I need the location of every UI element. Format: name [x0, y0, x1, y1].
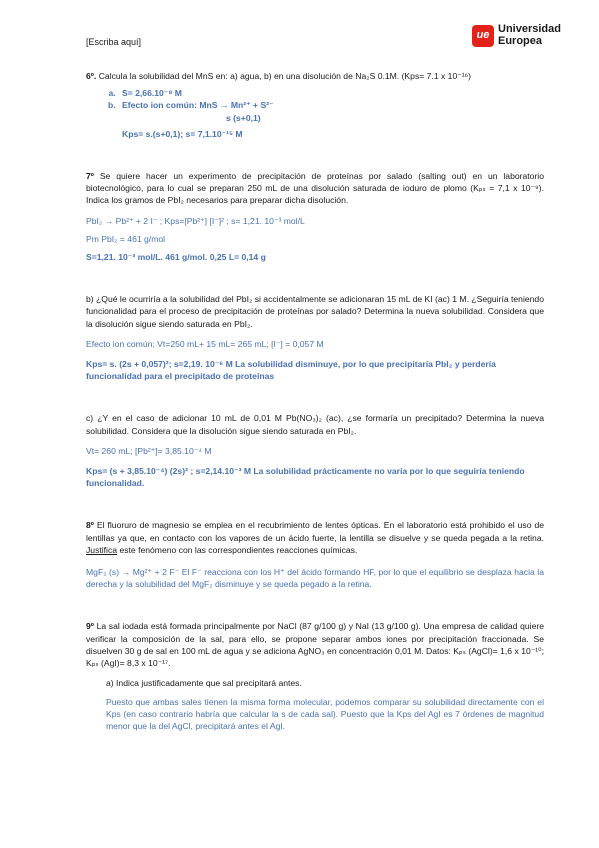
answer-9a: Puesto que ambas sales tienen la misma forma molecular, podemos comparar su solubilidad directamente con el Kps (en caso contrario habría que calcular la s de cada sal). Puesto que la Kps del AgI es 7 órdenes de magnitud menor que la del AgCl, precipitará antes el AgI. [106, 696, 544, 731]
answer-7b-common-ion: Efecto ion común; Vt=250 mL+ 15 mL= 265 mL; [I⁻] = 0,057 M [86, 338, 324, 349]
answer-6b: b. Efecto ion común: MnS → Mn²⁺ + S²⁻ [118, 99, 544, 111]
answer-6a: a. S= 2,66.10⁻⁸ M [118, 87, 544, 99]
question-6-text: Calcula la solubilidad del MnS en: a) agua, b) en una disolución de Na₂S 0.1M. (Kps= 7.1 x 10⁻¹⁶) [98, 71, 472, 81]
question-8-number: 8º [86, 520, 94, 531]
logo-text [498, 24, 561, 47]
logo-line1: Universidad [498, 23, 561, 35]
header-placeholder: [Escriba aquí] [86, 37, 142, 47]
question-9 [86, 620, 544, 669]
answer-8: MgF₂ (s) → Mg²⁺ + 2 F⁻ El F⁻ reacciona con los H⁺ del ácido formando HF, por lo que el equilibrio se desplaza hacia la derecha y la solubilidad del MgF₂ disminuye y se queda pegado a la retina. [86, 567, 544, 590]
question-6 [86, 70, 544, 82]
answer-6-kps: Kps= s.(s+0,1); s= 7,1.10⁻¹⁵ M [122, 128, 243, 139]
question-7-text: Se quiere hacer un experimento de precipitación de proteínas por salado (salting out) en un laboratorio biotecnológico, para lo cual se preparan 250 mL de una disolución saturada de ioduro de plomo (Kₚₛ = 7,1 x 10⁻⁹). Indica los gramos de PbI₂ necesarios para preparar dicha disolución. [86, 171, 544, 206]
question-7c: c) ¿Y en el caso de adicionar 10 mL de 0,01 M Pb(NO₃)₂ (ac), ¿se formaría un precipitado? Determina la nueva solubilidad. Considera que la disolución sigue siendo saturada en PbI₂. [86, 413, 544, 436]
answer-7-solubility: S=1,21. 10⁻³ mol/L. 461 g/mol. 0,25 L= 0,14 g [86, 252, 266, 263]
question-7 [86, 170, 544, 207]
question-8-text-end: este fenómeno con las correspondientes reacciones químicas. [119, 544, 358, 555]
document-body [86, 70, 544, 732]
answer-7b-kps: Kps= s. (2s + 0,057)²; s=2,19. 10⁻⁶ M La solubilidad disminuye, por lo que precipitaría PbI₂ y perdería funcionalidad para el precipitado de proteínas [86, 359, 496, 382]
question-7b: b) ¿Qué le ocurriría a la solubilidad del PbI₂ si accidentalmente se adicionaran 15 mL de KI (ac) 1 M. ¿Seguiría teniendo funcionalidad para el proceso de precipitación de proteínas por salado? Determina la nueva solubilidad. Considera que la disolución sigue siendo saturada en PbI₂. [86, 294, 544, 329]
question-6-number: 6º. [86, 71, 97, 81]
question-8 [86, 519, 544, 556]
question-6-answers [86, 87, 544, 111]
answer-7c-volume: Vt= 260 mL; [Pb²⁺]= 3,85.10⁻⁴ M [86, 445, 212, 456]
question-9-number: 9º [86, 621, 94, 632]
logo-line2: Europea [498, 34, 543, 47]
university-logo [472, 24, 561, 47]
question-9a: a) Indica justificadamente que sal precipitará antes. [106, 678, 302, 689]
question-8-underlined: Justifica [86, 544, 118, 555]
question-9-text: La sal iodada está formada principalmente por NaCl (87 g/100 g) y NaI (13 g/100 g). Una empresa de calidad quiere verificar la composición de la sal, para ello, se propone separar ambos iones por precipitación fraccionada. Se disuelven 30 g de sal en 100 mL de agua y se adiciona AgNO₃ en concentración 0,01 M. Datos: Kₚₛ (AgCl)= 1,6 x 10⁻¹⁰; Kₚₛ (AgI)= 8,3 x 10⁻¹⁷. [86, 621, 545, 669]
answer-7-molar-mass: Pm PbI₂ = 461 g/mol [86, 233, 166, 244]
answer-6b-concentrations: s (s+0,1) [226, 112, 261, 123]
answer-7-equation: PbI₂ → Pb²⁺ + 2 I⁻ ; Kps=[Pb²⁺] [I⁻]² ; s= 1,21. 10⁻³ mol/L [86, 215, 305, 226]
question-8-text: El fluoruro de magnesio se emplea en el recubrimiento de lentes ópticas. En el laboratorio está prohibido el uso de lentillas ya que, en contacto con los vapores de un ácido fuerte, la lentilla se disuelve y se queda pegada a la retina. [86, 520, 544, 543]
ue-logo-icon: ue [472, 25, 494, 47]
answer-7c-kps: Kps= (s + 3,85.10⁻⁴) (2s)² ; s=2,14.10⁻³ M La solubilidad prácticamente no varía por lo que seguiría teniendo funcionalidad. [86, 466, 525, 489]
question-7-number: 7º [86, 171, 94, 182]
